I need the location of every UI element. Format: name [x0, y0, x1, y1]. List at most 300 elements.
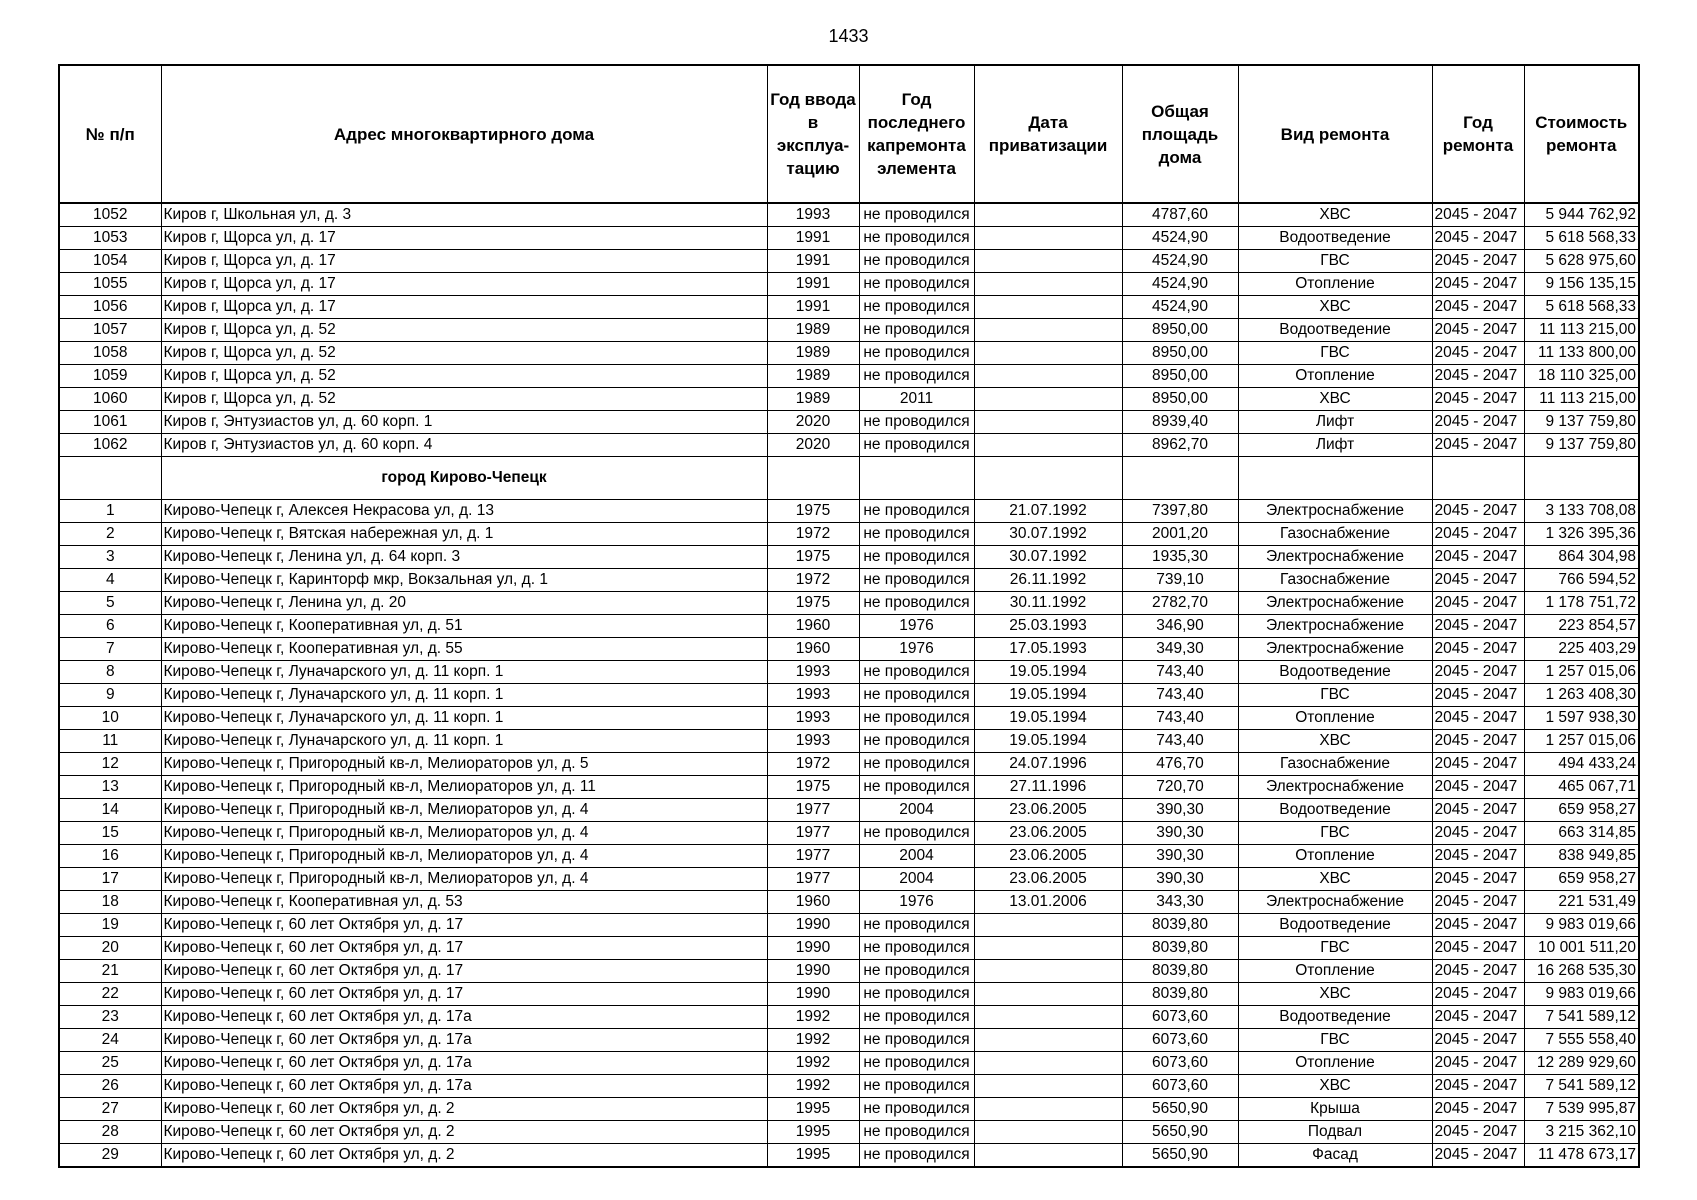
table-row — [59, 1144, 1639, 1168]
cell-repair-type: Отопление — [1238, 960, 1432, 983]
table-row — [59, 523, 1639, 546]
cell-repair-type: ГВС — [1238, 1029, 1432, 1052]
cell-num: 24 — [59, 1029, 161, 1052]
cell-total-area: 8950,00 — [1122, 319, 1238, 342]
cell-repair-year: 2045 - 2047 — [1432, 273, 1524, 296]
header-repair-cost: Стоимость ремонта — [1524, 65, 1639, 203]
cell-repair-year: 2045 - 2047 — [1432, 661, 1524, 684]
section-kirovo-chepetsk — [59, 457, 1639, 500]
cell-privatization-date: 30.07.1992 — [974, 546, 1122, 569]
cell-repair-type: ХВС — [1238, 1075, 1432, 1098]
cell-num: 11 — [59, 730, 161, 753]
cell-year-commissioned: 1993 — [767, 684, 859, 707]
cell-repair-cost: 9 983 019,66 — [1524, 983, 1639, 1006]
cell-repair-cost: 838 949,85 — [1524, 845, 1639, 868]
cell-repair-year: 2045 - 2047 — [1432, 868, 1524, 891]
cell-repair-year: 2045 - 2047 — [1432, 203, 1524, 227]
cell-address: Кирово-Чепецк г, 60 лет Октября ул, д. 17 — [161, 960, 767, 983]
cell-privatization-date — [974, 388, 1122, 411]
cell-total-area: 8039,80 — [1122, 937, 1238, 960]
table-row — [59, 434, 1639, 457]
cell-address: Кирово-Чепецк г, 60 лет Октября ул, д. 17 — [161, 983, 767, 1006]
cell-repair-cost: 223 854,57 — [1524, 615, 1639, 638]
cell-year-commissioned: 1990 — [767, 914, 859, 937]
cell-repair-cost: 5 618 568,33 — [1524, 296, 1639, 319]
table-row — [59, 203, 1639, 227]
table-row — [59, 342, 1639, 365]
cell-repair-cost: 7 555 558,40 — [1524, 1029, 1639, 1052]
cell-repair-type: Газоснабжение — [1238, 753, 1432, 776]
table-row — [59, 845, 1639, 868]
cell-num: 5 — [59, 592, 161, 615]
cell-total-area: 8950,00 — [1122, 365, 1238, 388]
cell-repair-type: Отопление — [1238, 365, 1432, 388]
cell-year-commissioned: 1975 — [767, 500, 859, 523]
cell-repair-year: 2045 - 2047 — [1432, 1052, 1524, 1075]
header-num: № п/п — [59, 65, 161, 203]
cell-year-last-repair: не проводился — [859, 434, 974, 457]
cell-repair-year: 2045 - 2047 — [1432, 1075, 1524, 1098]
cell-address: Кирово-Чепецк г, Каринторф мкр, Вокзальная ул, д. 1 — [161, 569, 767, 592]
cell-year-commissioned: 1972 — [767, 753, 859, 776]
cell-total-area: 5650,90 — [1122, 1098, 1238, 1121]
cell-year-last-repair: не проводился — [859, 661, 974, 684]
cell-year-last-repair: не проводился — [859, 365, 974, 388]
cell-address: Кирово-Чепецк г, Ленина ул, д. 64 корп. 3 — [161, 546, 767, 569]
section-cell — [767, 457, 859, 500]
cell-total-area: 6073,60 — [1122, 1006, 1238, 1029]
cell-total-area: 5650,90 — [1122, 1121, 1238, 1144]
cell-repair-cost: 9 137 759,80 — [1524, 411, 1639, 434]
cell-repair-year: 2045 - 2047 — [1432, 707, 1524, 730]
table-row — [59, 388, 1639, 411]
table-row — [59, 615, 1639, 638]
cell-address: Кирово-Чепецк г, 60 лет Октября ул, д. 17 — [161, 914, 767, 937]
header-repair-type: Вид ремонта — [1238, 65, 1432, 203]
cell-repair-type: Лифт — [1238, 434, 1432, 457]
cell-address: Кирово-Чепецк г, 60 лет Октября ул, д. 2 — [161, 1098, 767, 1121]
cell-year-commissioned: 1991 — [767, 227, 859, 250]
cell-year-last-repair: не проводился — [859, 1075, 974, 1098]
cell-repair-cost: 3 133 708,08 — [1524, 500, 1639, 523]
cell-num: 1062 — [59, 434, 161, 457]
cell-num: 1053 — [59, 227, 161, 250]
cell-address: Кирово-Чепецк г, Пригородный кв-л, Мелиораторов ул, д. 5 — [161, 753, 767, 776]
cell-repair-year: 2045 - 2047 — [1432, 1121, 1524, 1144]
table-row — [59, 983, 1639, 1006]
cell-num: 23 — [59, 1006, 161, 1029]
table-row — [59, 891, 1639, 914]
table-row — [59, 411, 1639, 434]
cell-total-area: 8039,80 — [1122, 914, 1238, 937]
header-total-area: Общая площадь дома — [1122, 65, 1238, 203]
cell-year-commissioned: 1975 — [767, 592, 859, 615]
cell-num: 1054 — [59, 250, 161, 273]
table-row — [59, 960, 1639, 983]
cell-privatization-date: 23.06.2005 — [974, 845, 1122, 868]
cell-address: Кирово-Чепецк г, Алексея Некрасова ул, д. 13 — [161, 500, 767, 523]
cell-address: Кирово-Чепецк г, Ленина ул, д. 20 — [161, 592, 767, 615]
cell-address: Кирово-Чепецк г, 60 лет Октября ул, д. 17а — [161, 1075, 767, 1098]
cell-total-area: 739,10 — [1122, 569, 1238, 592]
cell-year-last-repair: не проводился — [859, 707, 974, 730]
cell-repair-type: Водоотведение — [1238, 799, 1432, 822]
table-row — [59, 365, 1639, 388]
cell-num: 16 — [59, 845, 161, 868]
cell-year-last-repair: 1976 — [859, 638, 974, 661]
cell-num: 19 — [59, 914, 161, 937]
cell-repair-type: ХВС — [1238, 388, 1432, 411]
cell-repair-type: Водоотведение — [1238, 319, 1432, 342]
cell-total-area: 4524,90 — [1122, 250, 1238, 273]
cell-total-area: 4524,90 — [1122, 296, 1238, 319]
cell-year-commissioned: 1992 — [767, 1006, 859, 1029]
cell-address: Кирово-Чепецк г, Пригородный кв-л, Мелиораторов ул, д. 4 — [161, 845, 767, 868]
cell-year-commissioned: 1977 — [767, 868, 859, 891]
cell-year-last-repair: 2004 — [859, 845, 974, 868]
cell-year-last-repair: не проводился — [859, 319, 974, 342]
cell-total-area: 390,30 — [1122, 845, 1238, 868]
cell-year-last-repair: 1976 — [859, 615, 974, 638]
cell-privatization-date: 19.05.1994 — [974, 661, 1122, 684]
cell-repair-type: Электроснабжение — [1238, 776, 1432, 799]
cell-repair-year: 2045 - 2047 — [1432, 342, 1524, 365]
table-row — [59, 776, 1639, 799]
cell-address: Кирово-Чепецк г, Вятская набережная ул, д. 1 — [161, 523, 767, 546]
cell-address: Киров г, Щорса ул, д. 52 — [161, 342, 767, 365]
cell-repair-cost: 10 001 511,20 — [1524, 937, 1639, 960]
cell-year-last-repair: не проводился — [859, 342, 974, 365]
table-row — [59, 914, 1639, 937]
cell-repair-type: Электроснабжение — [1238, 891, 1432, 914]
cell-num: 25 — [59, 1052, 161, 1075]
cell-repair-year: 2045 - 2047 — [1432, 730, 1524, 753]
table-header-row — [59, 65, 1639, 203]
cell-year-commissioned: 1995 — [767, 1144, 859, 1168]
cell-year-commissioned: 1990 — [767, 983, 859, 1006]
cell-privatization-date — [974, 203, 1122, 227]
cell-year-last-repair: не проводился — [859, 500, 974, 523]
cell-year-last-repair: не проводился — [859, 1144, 974, 1168]
cell-address: Кирово-Чепецк г, Луначарского ул, д. 11 корп. 1 — [161, 730, 767, 753]
cell-repair-cost: 9 137 759,80 — [1524, 434, 1639, 457]
table-row — [59, 319, 1639, 342]
cell-privatization-date: 21.07.1992 — [974, 500, 1122, 523]
cell-year-commissioned: 1989 — [767, 319, 859, 342]
cell-repair-year: 2045 - 2047 — [1432, 822, 1524, 845]
cell-repair-cost: 864 304,98 — [1524, 546, 1639, 569]
cell-year-last-repair: не проводился — [859, 1121, 974, 1144]
cell-privatization-date: 30.07.1992 — [974, 523, 1122, 546]
cell-repair-year: 2045 - 2047 — [1432, 388, 1524, 411]
cell-year-commissioned: 1977 — [767, 799, 859, 822]
table-row — [59, 753, 1639, 776]
cell-repair-type: Водоотведение — [1238, 661, 1432, 684]
cell-total-area: 390,30 — [1122, 822, 1238, 845]
cell-privatization-date — [974, 1098, 1122, 1121]
cell-year-commissioned: 1992 — [767, 1052, 859, 1075]
cell-year-last-repair: не проводился — [859, 937, 974, 960]
cell-address: Киров г, Щорса ул, д. 52 — [161, 365, 767, 388]
cell-privatization-date — [974, 914, 1122, 937]
cell-year-last-repair: не проводился — [859, 730, 974, 753]
cell-total-area: 2782,70 — [1122, 592, 1238, 615]
cell-total-area: 8039,80 — [1122, 983, 1238, 1006]
cell-year-last-repair: не проводился — [859, 296, 974, 319]
cell-repair-cost: 494 433,24 — [1524, 753, 1639, 776]
table-row — [59, 661, 1639, 684]
cell-num: 1056 — [59, 296, 161, 319]
cell-address: Кирово-Чепецк г, 60 лет Октября ул, д. 17а — [161, 1029, 767, 1052]
cell-year-last-repair: не проводился — [859, 960, 974, 983]
cell-num: 17 — [59, 868, 161, 891]
cell-privatization-date — [974, 1006, 1122, 1029]
cell-repair-cost: 1 597 938,30 — [1524, 707, 1639, 730]
table-row — [59, 569, 1639, 592]
cell-num: 6 — [59, 615, 161, 638]
cell-address: Кирово-Чепецк г, Пригородный кв-л, Мелиораторов ул, д. 4 — [161, 799, 767, 822]
cell-repair-type: Газоснабжение — [1238, 523, 1432, 546]
cell-year-last-repair: не проводился — [859, 227, 974, 250]
cell-num: 22 — [59, 983, 161, 1006]
cell-repair-type: Крыша — [1238, 1098, 1432, 1121]
cell-total-area: 4524,90 — [1122, 273, 1238, 296]
cell-privatization-date — [974, 983, 1122, 1006]
cell-num: 28 — [59, 1121, 161, 1144]
cell-year-last-repair: не проводился — [859, 914, 974, 937]
cell-year-commissioned: 1991 — [767, 296, 859, 319]
table-row — [59, 684, 1639, 707]
cell-num: 20 — [59, 937, 161, 960]
header-year-last-repair: Год последнего капремонта элемента — [859, 65, 974, 203]
cell-repair-type: ГВС — [1238, 250, 1432, 273]
section-cell — [1238, 457, 1432, 500]
cell-repair-year: 2045 - 2047 — [1432, 1006, 1524, 1029]
cell-repair-type: ГВС — [1238, 937, 1432, 960]
cell-total-area: 6073,60 — [1122, 1052, 1238, 1075]
cell-repair-type: ГВС — [1238, 342, 1432, 365]
cell-repair-type: Водоотведение — [1238, 914, 1432, 937]
cell-repair-cost: 1 326 395,36 — [1524, 523, 1639, 546]
table-row — [59, 1121, 1639, 1144]
cell-privatization-date — [974, 434, 1122, 457]
header-year-commissioned: Год ввода в эксплуа-тацию — [767, 65, 859, 203]
cell-year-last-repair: не проводился — [859, 411, 974, 434]
cell-year-last-repair: 2004 — [859, 799, 974, 822]
cell-num: 2 — [59, 523, 161, 546]
cell-year-commissioned: 1989 — [767, 342, 859, 365]
cell-address: Кирово-Чепецк г, Кооперативная ул, д. 51 — [161, 615, 767, 638]
cell-repair-cost: 766 594,52 — [1524, 569, 1639, 592]
cell-year-last-repair: не проводился — [859, 1098, 974, 1121]
header-address: Адрес многоквартирного дома — [161, 65, 767, 203]
cell-year-commissioned: 1995 — [767, 1098, 859, 1121]
cell-address: Кирово-Чепецк г, Луначарского ул, д. 11 корп. 1 — [161, 661, 767, 684]
cell-total-area: 743,40 — [1122, 684, 1238, 707]
cell-num: 1 — [59, 500, 161, 523]
table-row — [59, 868, 1639, 891]
cell-address: Кирово-Чепецк г, 60 лет Октября ул, д. 2 — [161, 1121, 767, 1144]
cell-year-last-repair: не проводился — [859, 983, 974, 1006]
cell-repair-cost: 18 110 325,00 — [1524, 365, 1639, 388]
cell-repair-type: Газоснабжение — [1238, 569, 1432, 592]
cell-address: Кирово-Чепецк г, 60 лет Октября ул, д. 17а — [161, 1052, 767, 1075]
table-row — [59, 1098, 1639, 1121]
kirov-rows — [59, 203, 1639, 457]
cell-total-area: 8950,00 — [1122, 342, 1238, 365]
cell-repair-type: Фасад — [1238, 1144, 1432, 1168]
cell-num: 7 — [59, 638, 161, 661]
cell-address: Кирово-Чепецк г, Луначарского ул, д. 11 корп. 1 — [161, 684, 767, 707]
cell-year-last-repair: не проводился — [859, 753, 974, 776]
cell-repair-year: 2045 - 2047 — [1432, 914, 1524, 937]
cell-total-area: 349,30 — [1122, 638, 1238, 661]
cell-num: 1055 — [59, 273, 161, 296]
cell-privatization-date — [974, 1052, 1122, 1075]
cell-total-area: 743,40 — [1122, 730, 1238, 753]
cell-address: Киров г, Щорса ул, д. 17 — [161, 227, 767, 250]
cell-address: Киров г, Школьная ул, д. 3 — [161, 203, 767, 227]
table-row — [59, 273, 1639, 296]
cell-address: Киров г, Щорса ул, д. 17 — [161, 296, 767, 319]
cell-year-commissioned: 1991 — [767, 250, 859, 273]
cell-privatization-date — [974, 1075, 1122, 1098]
cell-privatization-date — [974, 1144, 1122, 1168]
cell-repair-year: 2045 - 2047 — [1432, 319, 1524, 342]
cell-year-commissioned: 1960 — [767, 891, 859, 914]
cell-total-area: 743,40 — [1122, 661, 1238, 684]
cell-year-last-repair: не проводился — [859, 776, 974, 799]
cell-year-commissioned: 1975 — [767, 776, 859, 799]
cell-repair-cost: 9 156 135,15 — [1524, 273, 1639, 296]
cell-address: Кирово-Чепецк г, 60 лет Октября ул, д. 17а — [161, 1006, 767, 1029]
cell-repair-type: Отопление — [1238, 1052, 1432, 1075]
cell-privatization-date — [974, 1029, 1122, 1052]
table-row — [59, 730, 1639, 753]
table-row — [59, 707, 1639, 730]
cell-year-commissioned: 1990 — [767, 960, 859, 983]
cell-total-area: 390,30 — [1122, 868, 1238, 891]
cell-address: Кирово-Чепецк г, Кооперативная ул, д. 53 — [161, 891, 767, 914]
cell-repair-year: 2045 - 2047 — [1432, 592, 1524, 615]
cell-repair-cost: 11 133 800,00 — [1524, 342, 1639, 365]
cell-repair-year: 2045 - 2047 — [1432, 1029, 1524, 1052]
cell-year-commissioned: 1991 — [767, 273, 859, 296]
cell-repair-cost: 1 257 015,06 — [1524, 730, 1639, 753]
cell-num: 10 — [59, 707, 161, 730]
cell-repair-type: ХВС — [1238, 296, 1432, 319]
kirovo-chepetsk-rows — [59, 500, 1639, 1168]
cell-repair-year: 2045 - 2047 — [1432, 365, 1524, 388]
table-row — [59, 638, 1639, 661]
cell-year-last-repair: не проводился — [859, 592, 974, 615]
cell-num: 9 — [59, 684, 161, 707]
cell-repair-cost: 5 628 975,60 — [1524, 250, 1639, 273]
cell-num: 3 — [59, 546, 161, 569]
cell-privatization-date — [974, 319, 1122, 342]
cell-privatization-date — [974, 250, 1122, 273]
cell-year-last-repair: 1976 — [859, 891, 974, 914]
cell-num: 1057 — [59, 319, 161, 342]
cell-privatization-date: 26.11.1992 — [974, 569, 1122, 592]
cell-repair-type: ГВС — [1238, 822, 1432, 845]
cell-year-commissioned: 1993 — [767, 707, 859, 730]
cell-repair-cost: 659 958,27 — [1524, 868, 1639, 891]
cell-year-last-repair: не проводился — [859, 1052, 974, 1075]
cell-repair-cost: 16 268 535,30 — [1524, 960, 1639, 983]
cell-repair-cost: 12 289 929,60 — [1524, 1052, 1639, 1075]
cell-address: Киров г, Щорса ул, д. 17 — [161, 250, 767, 273]
cell-privatization-date: 30.11.1992 — [974, 592, 1122, 615]
cell-address: Кирово-Чепецк г, Кооперативная ул, д. 55 — [161, 638, 767, 661]
section-cell — [1432, 457, 1524, 500]
table-row — [59, 799, 1639, 822]
cell-privatization-date: 19.05.1994 — [974, 684, 1122, 707]
cell-repair-year: 2045 - 2047 — [1432, 250, 1524, 273]
cell-num: 13 — [59, 776, 161, 799]
cell-repair-type: ГВС — [1238, 684, 1432, 707]
cell-num: 14 — [59, 799, 161, 822]
cell-total-area: 8950,00 — [1122, 388, 1238, 411]
cell-repair-year: 2045 - 2047 — [1432, 983, 1524, 1006]
cell-total-area: 743,40 — [1122, 707, 1238, 730]
table-row — [59, 250, 1639, 273]
cell-year-commissioned: 1990 — [767, 937, 859, 960]
cell-repair-cost: 11 478 673,17 — [1524, 1144, 1639, 1168]
cell-year-last-repair: не проводился — [859, 822, 974, 845]
cell-total-area: 346,90 — [1122, 615, 1238, 638]
cell-repair-type: Электроснабжение — [1238, 592, 1432, 615]
cell-num: 15 — [59, 822, 161, 845]
cell-repair-cost: 221 531,49 — [1524, 891, 1639, 914]
cell-num: 26 — [59, 1075, 161, 1098]
cell-privatization-date — [974, 342, 1122, 365]
cell-address: Кирово-Чепецк г, 60 лет Октября ул, д. 2 — [161, 1144, 767, 1168]
cell-repair-year: 2045 - 2047 — [1432, 891, 1524, 914]
cell-repair-year: 2045 - 2047 — [1432, 1144, 1524, 1168]
cell-num: 1061 — [59, 411, 161, 434]
cell-repair-type: Электроснабжение — [1238, 546, 1432, 569]
cell-repair-cost: 7 541 589,12 — [1524, 1006, 1639, 1029]
cell-privatization-date — [974, 411, 1122, 434]
cell-repair-year: 2045 - 2047 — [1432, 960, 1524, 983]
cell-year-last-repair: 2004 — [859, 868, 974, 891]
cell-repair-year: 2045 - 2047 — [1432, 569, 1524, 592]
cell-year-commissioned: 1960 — [767, 615, 859, 638]
cell-year-commissioned: 1975 — [767, 546, 859, 569]
cell-privatization-date — [974, 1121, 1122, 1144]
cell-address: Кирово-Чепецк г, 60 лет Октября ул, д. 17 — [161, 937, 767, 960]
table-row — [59, 822, 1639, 845]
cell-address: Кирово-Чепецк г, Пригородный кв-л, Мелиораторов ул, д. 11 — [161, 776, 767, 799]
cell-total-area: 720,70 — [1122, 776, 1238, 799]
cell-repair-cost: 11 113 215,00 — [1524, 388, 1639, 411]
cell-repair-type: ХВС — [1238, 730, 1432, 753]
cell-privatization-date: 13.01.2006 — [974, 891, 1122, 914]
cell-repair-type: Электроснабжение — [1238, 615, 1432, 638]
cell-repair-year: 2045 - 2047 — [1432, 799, 1524, 822]
cell-repair-year: 2045 - 2047 — [1432, 845, 1524, 868]
cell-repair-cost: 5 944 762,92 — [1524, 203, 1639, 227]
cell-repair-cost: 3 215 362,10 — [1524, 1121, 1639, 1144]
table-row — [59, 592, 1639, 615]
cell-year-last-repair: не проводился — [859, 546, 974, 569]
cell-repair-year: 2045 - 2047 — [1432, 434, 1524, 457]
cell-repair-year: 2045 - 2047 — [1432, 776, 1524, 799]
cell-repair-year: 2045 - 2047 — [1432, 296, 1524, 319]
table-row — [59, 227, 1639, 250]
cell-address: Киров г, Щорса ул, д. 52 — [161, 319, 767, 342]
